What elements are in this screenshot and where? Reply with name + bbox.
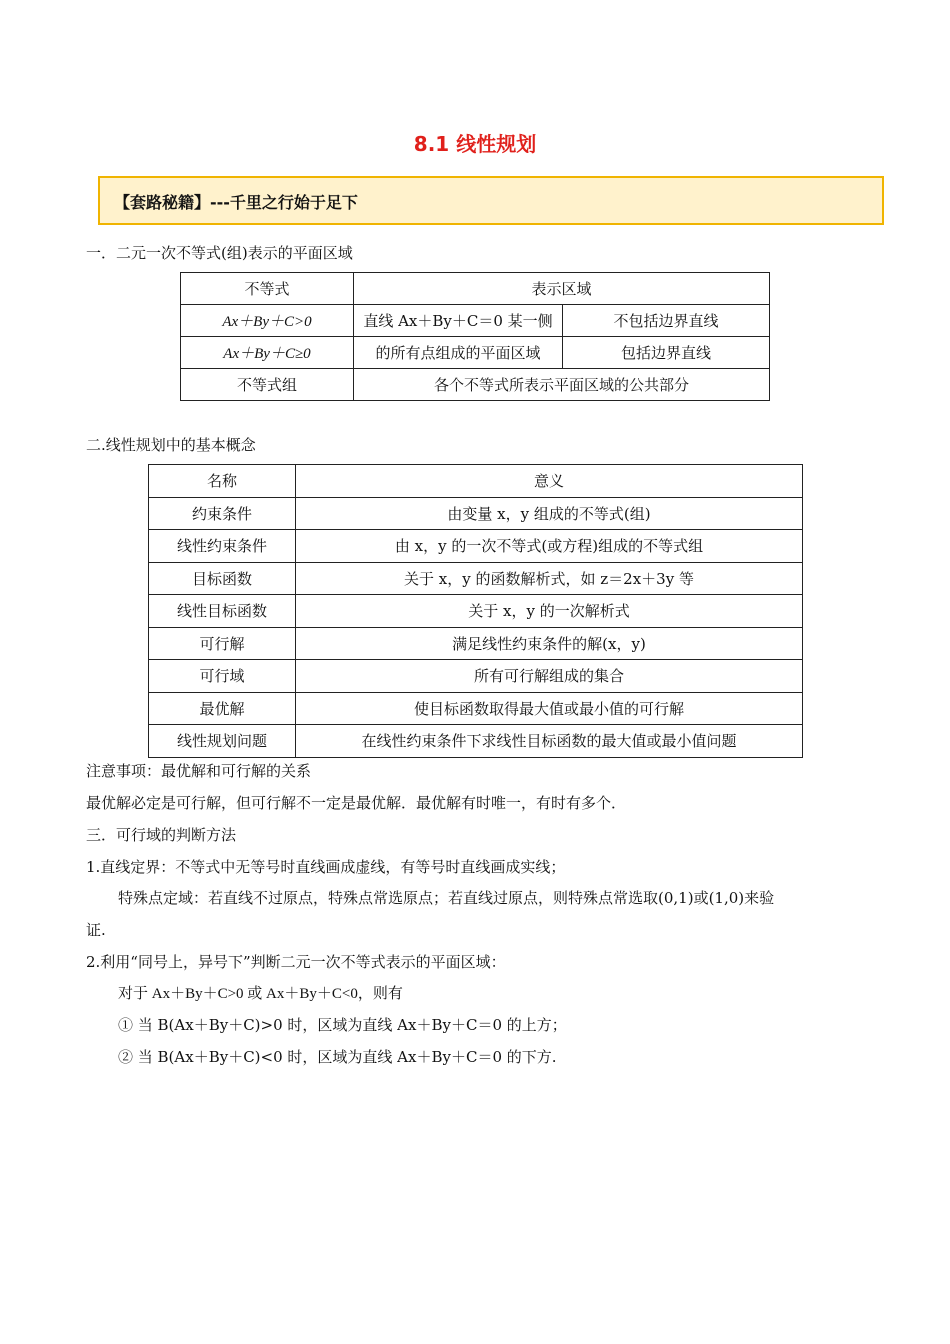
row-label-cell: 不等式组 [181, 369, 354, 401]
concept-meaning: 关于 x，y 的一次解析式 [296, 595, 803, 628]
concept-meaning: 关于 x，y 的函数解析式，如 z＝2x＋3y 等 [296, 562, 803, 595]
method-item-2-case-1: ① 当 B(Ax＋By＋C)>0 时，区域为直线 Ax＋By＋C＝0 的上方； [118, 1016, 567, 1034]
table-row [181, 305, 770, 337]
inequality-cell: Ax＋By＋C≥0 [181, 337, 354, 369]
inequality-cell: Ax＋By＋C>0 [181, 305, 354, 337]
concept-name: 目标函数 [149, 562, 296, 595]
table-header: 意义 [296, 465, 803, 498]
section2-heading: 二.线性规划中的基本概念 [86, 436, 256, 454]
method-item-1-detail-cont: 证. [86, 921, 106, 939]
row-value-cell: 各个不等式所表示平面区域的公共部分 [354, 369, 770, 401]
tips-banner: 【套路秘籍】---千里之行始于足下 [98, 176, 884, 225]
method-item-2-intro: 对于 Ax＋By＋C>0 或 Ax＋By＋C<0，则有 [118, 986, 403, 1002]
section3-heading: 三．可行域的判断方法 [86, 826, 237, 844]
concept-name: 可行解 [149, 627, 296, 660]
concept-name: 最优解 [149, 692, 296, 725]
concept-meaning: 使目标函数取得最大值或最小值的可行解 [296, 692, 803, 725]
concept-name: 线性目标函数 [149, 595, 296, 628]
concept-name: 线性约束条件 [149, 530, 296, 563]
method-item-1: 1.直线定界：不等式中无等号时直线画成虚线，有等号时直线画成实线； [86, 858, 566, 876]
concept-meaning: 满足线性约束条件的解(x，y) [296, 627, 803, 660]
concept-meaning: 由变量 x，y 组成的不等式(组) [296, 497, 803, 530]
table-row [181, 337, 770, 369]
concept-name: 线性规划问题 [149, 725, 296, 758]
boundary-note-cell: 包括边界直线 [563, 337, 770, 369]
table-header-row [149, 465, 803, 498]
concept-name: 可行域 [149, 660, 296, 693]
table-row [149, 497, 803, 530]
concept-meaning: 由 x，y 的一次不等式(或方程)组成的不等式组 [296, 530, 803, 563]
table-header: 表示区域 [354, 273, 770, 305]
page-title: 8.1 线性规划 [413, 132, 537, 156]
table-header: 名称 [149, 465, 296, 498]
method-item-1-detail: 特殊点定域：若直线不过原点，特殊点常选原点；若直线过原点，则特殊点常选取(0,1)或(1,0)来验 [118, 889, 775, 907]
notes-label: 注意事项：最优解和可行解的关系 [86, 762, 312, 780]
table-row [149, 692, 803, 725]
method-item-2: 2.利用“同号上，异号下”判断二元一次不等式表示的平面区域： [86, 953, 506, 971]
region-desc-cell: 的所有点组成的平面区域 [354, 337, 563, 369]
section1-heading: 一．二元一次不等式(组)表示的平面区域 [86, 244, 353, 262]
table-row [181, 369, 770, 401]
concepts-table [148, 464, 803, 758]
table-row [149, 660, 803, 693]
concept-name: 约束条件 [149, 497, 296, 530]
method-item-2-case-2: ② 当 B(Ax＋By＋C)<0 时，区域为直线 Ax＋By＋C＝0 的下方. [118, 1048, 557, 1066]
table-header: 不等式 [181, 273, 354, 305]
boundary-note-cell: 不包括边界直线 [563, 305, 770, 337]
table-row [149, 562, 803, 595]
table-row [149, 530, 803, 563]
notes-text: 最优解必定是可行解，但可行解不一定是最优解．最优解有时唯一，有时有多个． [86, 794, 627, 812]
table-row [149, 595, 803, 628]
inequality-region-table [180, 272, 770, 401]
concept-meaning: 所有可行解组成的集合 [296, 660, 803, 693]
table-header-row [181, 273, 770, 305]
table-row [149, 627, 803, 660]
concept-meaning: 在线性约束条件下求线性目标函数的最大值或最小值问题 [296, 725, 803, 758]
table-row [149, 725, 803, 758]
region-desc-cell: 直线 Ax＋By＋C＝0 某一侧 [354, 305, 563, 337]
